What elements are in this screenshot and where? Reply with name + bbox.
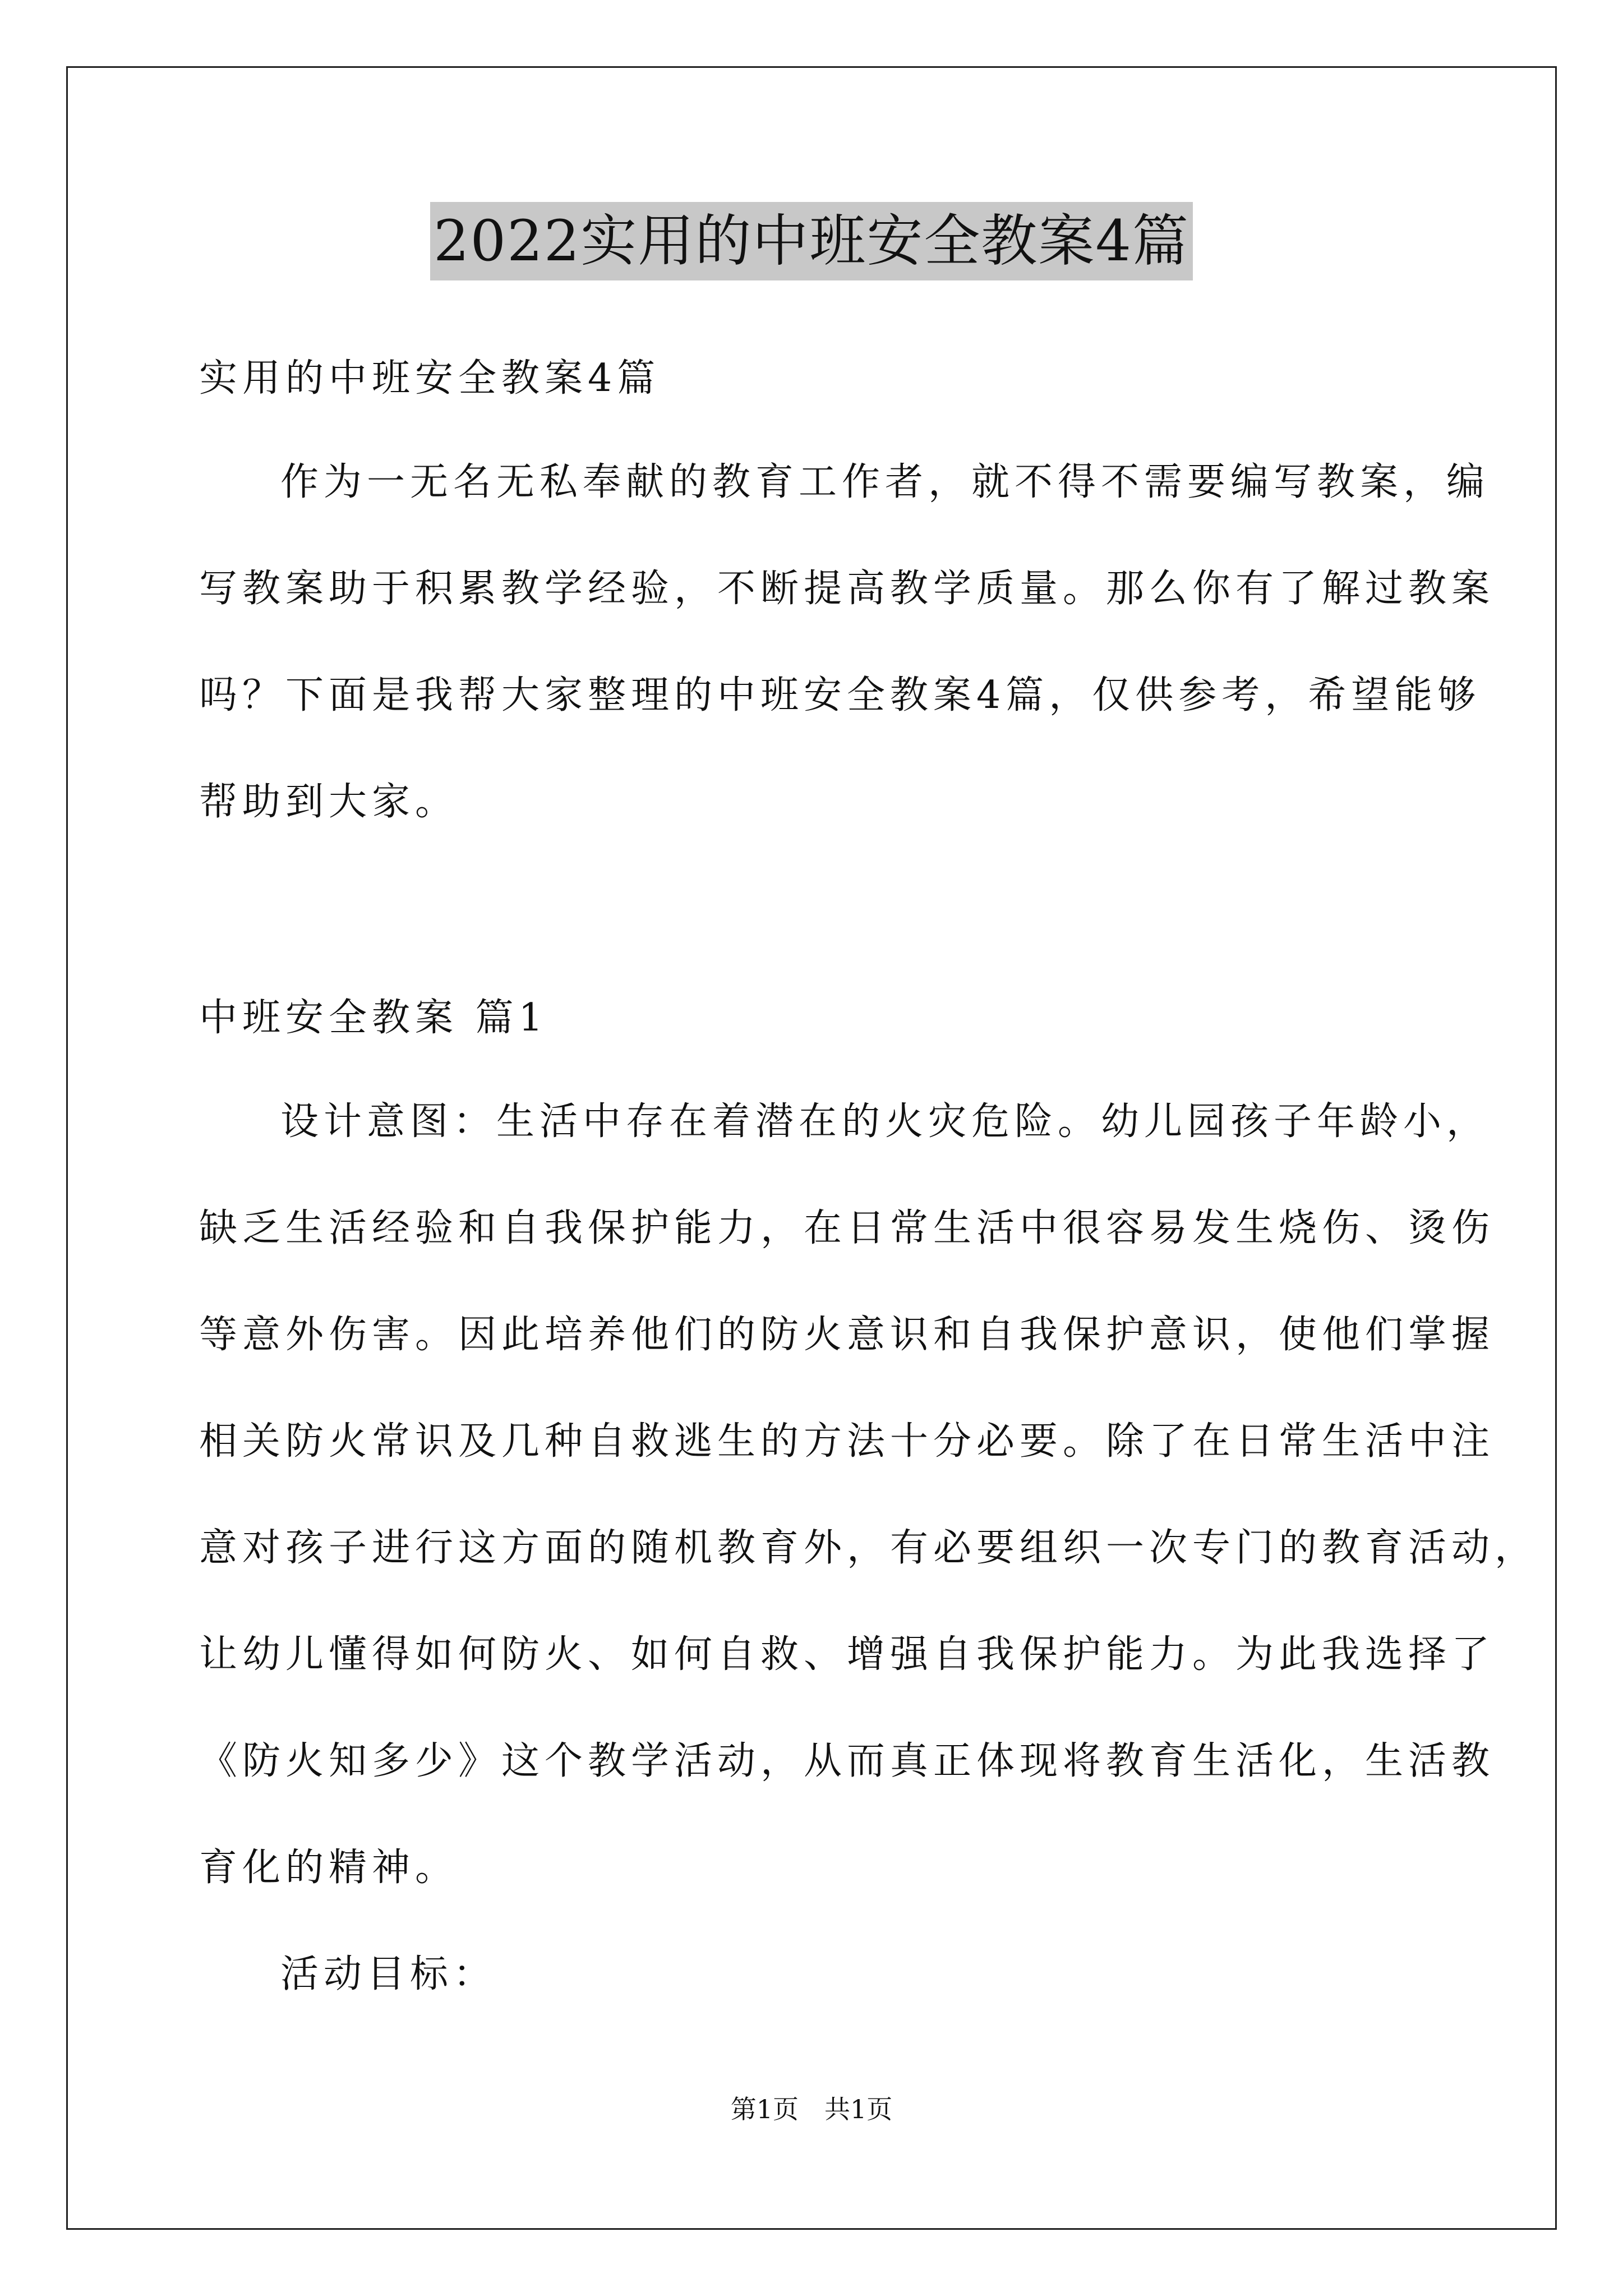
intro-line-1: 作为一无名无私奉献的教育工作者，就不得不需要编写教案，编 <box>280 460 1490 504</box>
design-line-8: 育化的精神。 <box>199 1846 459 1890</box>
intro-line-2: 写教案助于积累教学经验，不断提高教学质量。那么你有了解过教案 <box>199 567 1495 611</box>
page-footer: 第1页 共1页 <box>730 2094 893 2124</box>
intro-line-3: 吗？下面是我帮大家整理的中班安全教案4篇，仅供参考，希望能够 <box>199 673 1481 717</box>
design-line-6: 让幼儿懂得如何防火、如何自救、增强自我保护能力。为此我选择了 <box>199 1632 1495 1677</box>
intro-line-4: 帮助到大家。 <box>199 780 459 824</box>
design-line-5: 意对孩子进行这方面的随机教育外，有必要组织一次专门的教育活动， <box>199 1526 1538 1570</box>
design-line-2: 缺乏生活经验和自我保护能力，在日常生活中很容易发生烧伤、烫伤 <box>199 1206 1495 1250</box>
design-line-4: 相关防火常识及几种自救逃生的方法十分必要。除了在日常生活中注 <box>199 1419 1495 1464</box>
design-line-3: 等意外伤害。因此培养他们的防火意识和自我保护意识，使他们掌握 <box>199 1313 1495 1357</box>
design-line-7: 《防火知多少》这个教学活动，从而真正体现将教育生活化，生活教 <box>199 1739 1495 1783</box>
objectives-label: 活动目标： <box>280 1952 497 1996</box>
title-container <box>0 202 1623 280</box>
subtitle: 实用的中班安全教案4篇 <box>199 356 661 401</box>
design-line-1: 设计意图：生活中存在着潜在的火灾危险。幼儿园孩子年龄小， <box>280 1099 1490 1144</box>
document-title: 2022实用的中班安全教案4篇 <box>430 202 1193 280</box>
section-heading: 中班安全教案 篇1 <box>199 996 548 1040</box>
